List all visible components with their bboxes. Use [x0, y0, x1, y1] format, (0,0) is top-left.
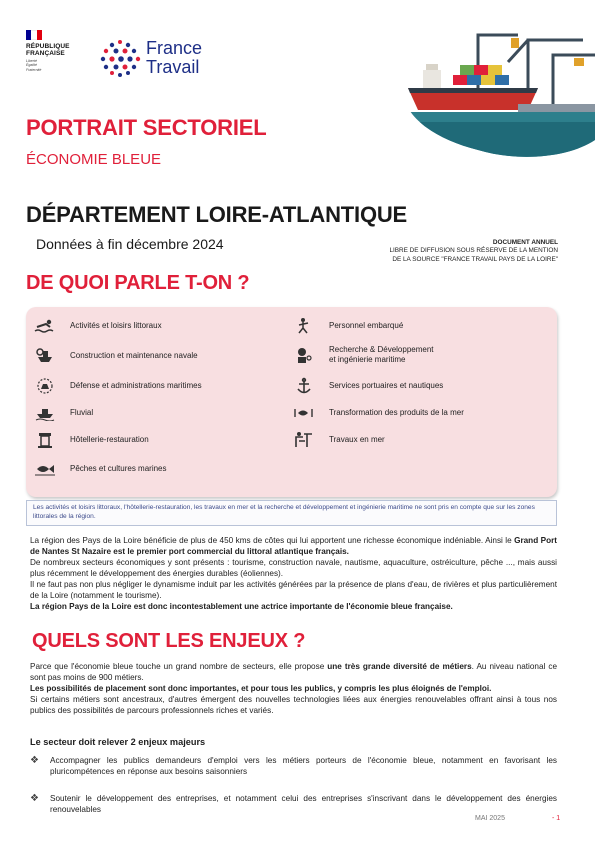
section-heading-what: DE QUOI PARLE T-ON ?	[26, 272, 250, 294]
ship-repair-icon	[34, 347, 56, 365]
sailor-icon	[293, 317, 315, 335]
motto-fraternite: Fraternité	[26, 67, 42, 72]
france-travail-dots-icon	[98, 38, 142, 78]
paragraph-placement: Les possibilités de placement sont donc importantes, et pour tous les publics, y compris les plus éloignés de l'emploi.	[30, 684, 492, 693]
defense-icon	[34, 377, 56, 395]
sector-item	[34, 377, 202, 395]
paragraph-conclusion: La région Pays de la Loire est donc incontestablement une actrice importante de l'économie bleue française.	[30, 602, 453, 611]
issues-paragraphs	[30, 661, 557, 716]
offshore-works-icon	[293, 431, 315, 449]
sector-item	[34, 317, 162, 335]
republique-line1: RÉPUBLIQUE	[26, 43, 70, 50]
republique-francaise-logo	[26, 30, 92, 72]
document-info	[300, 239, 558, 264]
brand-line2: Travail	[146, 57, 200, 77]
paragraph-coast-bold: Grand Port de Nantes St Nazaire est le premier port commercial du littoral atlantique français.	[30, 536, 557, 556]
sector-label: Construction et maintenance navale	[70, 351, 198, 360]
french-flag-icon	[26, 30, 42, 40]
sector-item	[34, 404, 93, 422]
data-date: Données à fin décembre 2024	[36, 236, 224, 252]
republique-line2: FRANÇAISE	[26, 50, 65, 57]
sector-label: Transformation des produits de la mer	[329, 408, 464, 417]
sector-label: Travaux en mer	[329, 435, 385, 444]
swimmer-icon	[34, 317, 56, 335]
sector-item	[34, 460, 167, 478]
doc-type: DOCUMENT ANNUEL	[492, 239, 558, 246]
sector-item	[293, 345, 434, 365]
page-subtitle: ÉCONOMIE BLEUE	[26, 151, 162, 168]
sector-item	[34, 347, 198, 365]
france-travail-wordmark	[142, 39, 202, 77]
page-number: - 1	[552, 815, 561, 822]
sector-label: Pêches et cultures marines	[70, 464, 167, 473]
cargo-ship-illustration	[378, 0, 595, 160]
sector-label: Services portuaires et nautiques	[329, 381, 444, 390]
france-travail-logo	[98, 38, 202, 78]
seafood-processing-icon	[293, 404, 315, 422]
fish-icon	[34, 460, 56, 478]
motto-liberte: Liberté	[26, 59, 37, 63]
paragraph-diversity-text: Parce que l'économie bleue touche un grand nombre de secteurs, elle propose	[30, 662, 328, 671]
sector-label: Activités et loisirs littoraux	[70, 321, 162, 330]
challenge-item	[30, 755, 557, 777]
footer-date: MAI 2025	[475, 815, 505, 822]
motto-egalite: Égalité	[26, 63, 37, 68]
doc-license-line2: DE LA SOURCE "FRANCE TRAVAIL PAYS DE LA LOIRE"	[392, 255, 558, 263]
paragraph-new-jobs: Si certains métiers sont ancestraux, d'autres émergent des nouvelles technologies liées aux énergies renouvelables offrant ainsi à tous nos publics des possibilités de parcours professionnels riches et variés.	[30, 695, 557, 715]
brand-line1: France	[146, 38, 203, 58]
sectors-box	[26, 307, 557, 497]
paragraph-diversity-bold: une très grande diversité de métiers	[327, 662, 472, 671]
doc-license-line1: LIBRE DE DIFFUSION SOUS RÉSERVE DE LA MENTION	[389, 247, 558, 255]
sector-item	[293, 317, 403, 335]
department-heading: DÉPARTEMENT LOIRE-ATLANTIQUE	[26, 202, 408, 227]
paragraph-coast	[30, 535, 557, 557]
paragraph-sectors: De nombreux secteurs économiques y sont présents : tourisme, construction navale, nautisme, aquaculture, ostréiculture, pêche ..., mais aussi plus récemment le développement des énergies durables (éoliennes).	[30, 558, 557, 578]
paragraph-diversity-end: . Au niveau national ce sont pas moins de 900 métiers.	[30, 662, 558, 682]
sector-label: Défense et administrations maritimes	[70, 381, 202, 390]
sector-item	[293, 431, 385, 449]
diamond-bullet-icon: ❖	[30, 755, 39, 766]
challenges-heading: Le secteur doit relever 2 enjeux majeurs	[30, 737, 206, 747]
sector-label	[329, 345, 434, 365]
river-boat-icon	[34, 404, 56, 422]
sector-label: Hôtellerie-restauration	[70, 435, 149, 444]
intro-paragraphs	[30, 535, 557, 612]
page-title: PORTRAIT SECTORIEL	[26, 115, 267, 140]
coastal-scope-note: Les activités et loisirs littoraux, l'hôtellerie-restauration, les travaux en mer et la recherche et développement et ingénierie maritime ne sont pris en compte que sur les zones littorales de la région.	[26, 500, 557, 526]
challenge-text: Accompagner les publics demandeurs d'emploi vers les métiers porteurs de l'économie bleue, notamment en favorisant les pluricompétences en réponse aux besoins saisonniers	[50, 756, 557, 776]
sector-label: Fluvial	[70, 408, 94, 417]
challenge-text: Soutenir le développement des entreprises, et notamment celui des entreprises s'inscrivant dans le développement des énergies renouvelables	[50, 794, 557, 814]
paragraph-loire: Il ne faut pas non plus négliger le dynamisme induit par les activités générées par la présence de plans d'eau, de rivières et plus particulièrement de la Loire (notamment le tourisme).	[30, 580, 557, 600]
challenge-item	[30, 793, 557, 815]
sector-item	[293, 377, 443, 395]
port-services-icon	[293, 377, 315, 395]
sector-label-line2: et ingénierie maritime	[329, 355, 406, 364]
paragraph-diversity	[30, 661, 557, 683]
sector-item	[293, 404, 464, 422]
restaurant-icon	[34, 431, 56, 449]
research-icon	[293, 346, 315, 364]
sector-label-line1: Recherche & Développement	[329, 345, 434, 354]
sector-item	[34, 431, 149, 449]
diamond-bullet-icon: ❖	[30, 793, 39, 804]
section-heading-issues: QUELS SONT LES ENJEUX ?	[32, 630, 306, 652]
sector-label: Personnel embarqué	[329, 321, 404, 330]
paragraph-coast-text: La région des Pays de la Loire bénéficie de plus de 450 kms de côtes qui lui apportent une richesse économique indéniable. Ainsi le	[30, 536, 515, 545]
